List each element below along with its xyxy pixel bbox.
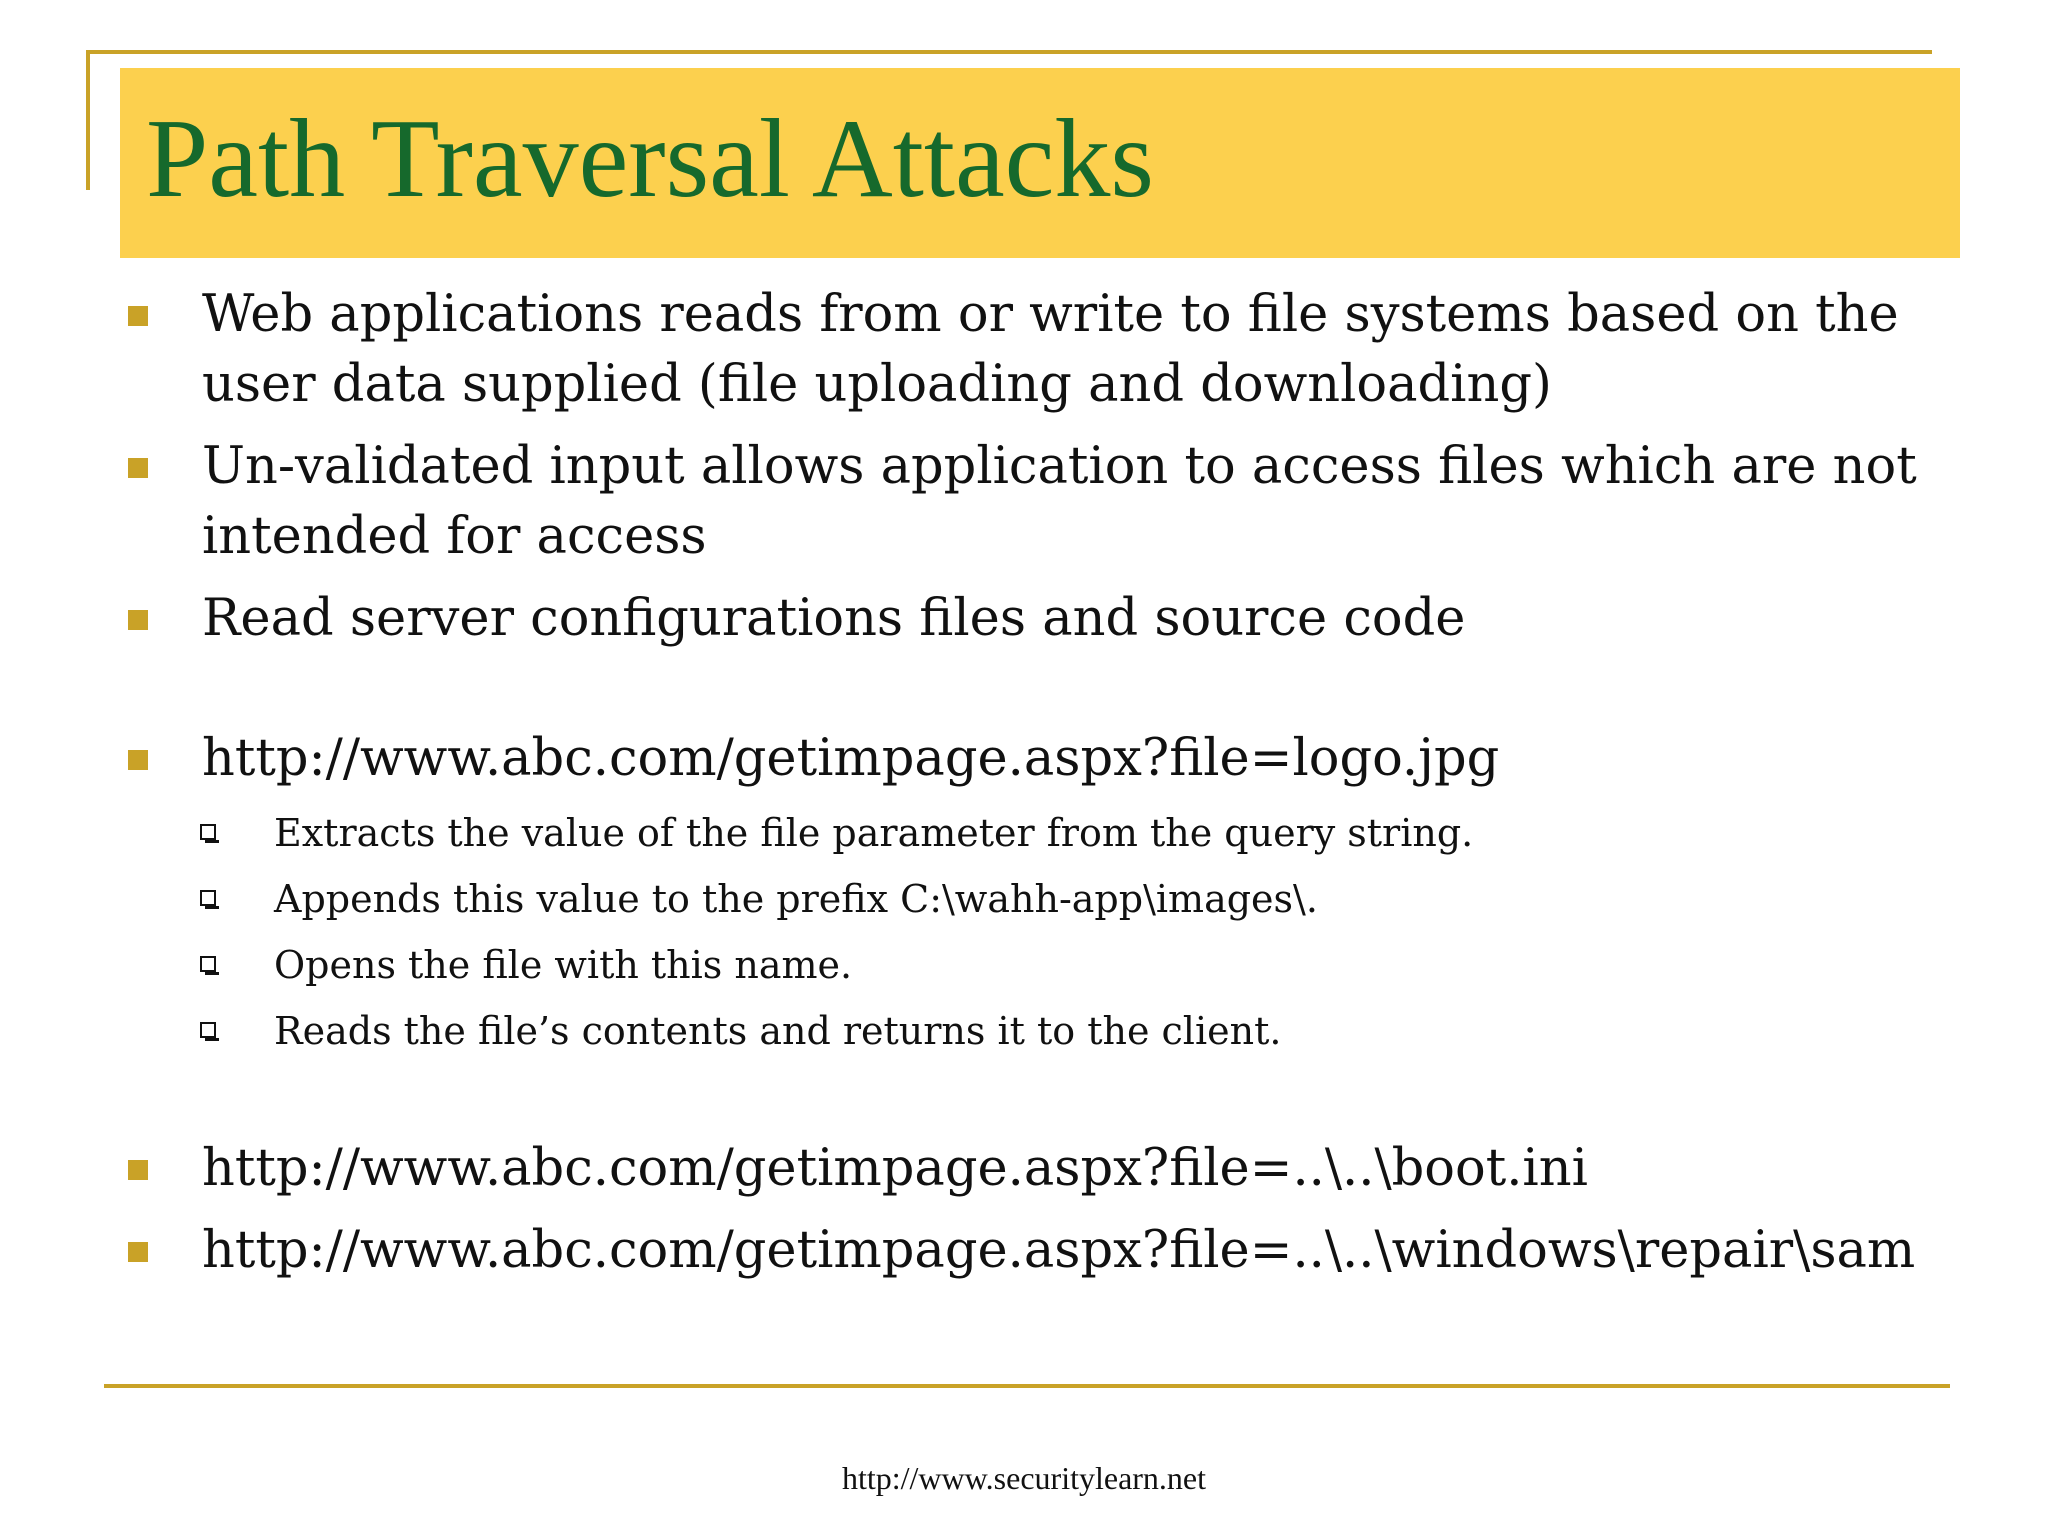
bullet-item [120, 1134, 1940, 1204]
bullet-list [120, 280, 1940, 1286]
sub-bullet-item [200, 932, 1940, 998]
sub-bullet-item [200, 866, 1940, 932]
box-bullet-icon [200, 824, 216, 840]
sub-bullet-text: Extracts the value of the file parameter from the query string. [274, 811, 1474, 855]
sub-bullet-text: Opens the file with this name. [274, 943, 853, 987]
bullet-text-url: http://www.abc.com/getimpage.aspx?file=logo.jpg [202, 729, 1500, 788]
bullet-item [120, 724, 1940, 1064]
footer-url: http://www.securitylearn.net [841, 1460, 1207, 1496]
bullet-item [120, 584, 1940, 654]
square-bullet-icon [128, 610, 148, 630]
sub-bullet-text: Appends this value to the prefix C:\wahh-app\images\. [274, 877, 1318, 921]
bullet-text: Web applications reads from or write to file systems based on the user data supplied (file uploading and downloading) [202, 285, 1899, 414]
title-frame-top-line [86, 50, 1932, 54]
slide-content [120, 280, 1940, 1298]
bullet-item [120, 280, 1940, 420]
title-frame-left-line [86, 50, 90, 190]
bullet-item [120, 1216, 1940, 1286]
box-bullet-icon [200, 890, 216, 906]
sub-bullet-item [200, 998, 1940, 1064]
sub-bullet-list [202, 800, 1940, 1064]
square-bullet-icon [128, 306, 148, 326]
box-bullet-icon [200, 956, 216, 972]
bullet-text: Read server configurations files and source code [202, 589, 1466, 648]
sub-bullet-text: Reads the file’s contents and returns it to the client. [274, 1009, 1282, 1053]
sub-bullet-item [200, 800, 1940, 866]
slide-title: Path Traversal Attacks [146, 97, 1154, 221]
footer-divider [104, 1384, 1950, 1388]
box-bullet-icon [200, 1022, 216, 1038]
square-bullet-icon [128, 458, 148, 478]
bullet-item [120, 432, 1940, 572]
bullet-text-url: http://www.abc.com/getimpage.aspx?file=..\..\boot.ini [202, 1139, 1588, 1198]
bullet-text: Un-validated input allows application to access files which are not intended for access [202, 437, 1917, 566]
square-bullet-icon [128, 1242, 148, 1262]
bullet-text-url: http://www.abc.com/getimpage.aspx?file=..\..\windows\repair\sam [202, 1221, 1916, 1280]
square-bullet-icon [128, 1160, 148, 1180]
square-bullet-icon [128, 750, 148, 770]
